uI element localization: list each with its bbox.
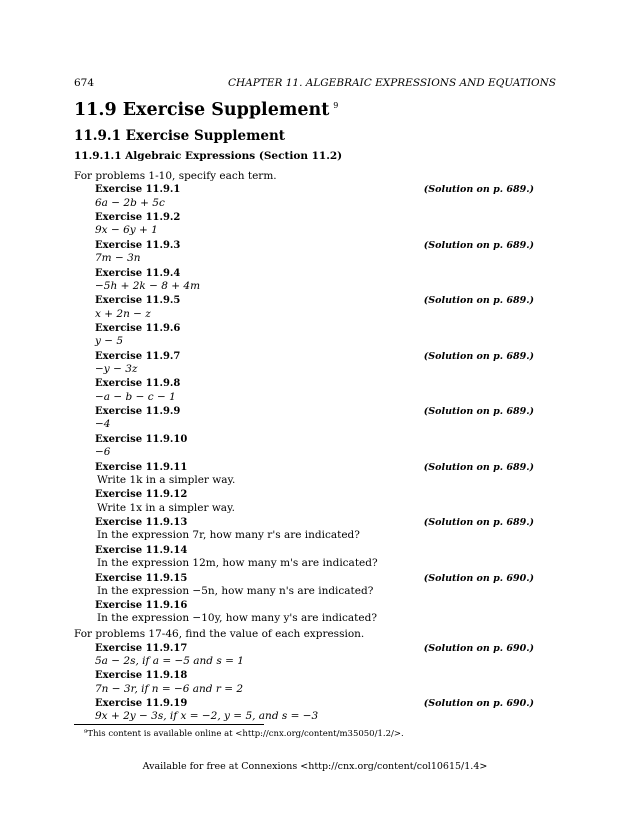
solution-link[interactable]: (Solution on p. 690.) [423, 698, 534, 709]
footnote-divider [74, 724, 264, 725]
section-heading [74, 100, 338, 120]
exercise-body: In the expression 7r, how many r's are indicated? [97, 529, 360, 541]
page-number: 674 [74, 77, 95, 89]
exercise-title: Exercise 11.9.19 [95, 698, 188, 709]
section-title: 11.9 Exercise Supplement [74, 100, 330, 120]
solution-link[interactable]: (Solution on p. 689.) [423, 351, 534, 362]
exercise-body: 9x + 2y − 3s, if x = −2, y = 5, and s = −3 [95, 710, 319, 722]
exercise-body: −y − 3z [95, 363, 138, 375]
exercise-body: 7n − 3r, if n = −6 and r = 2 [95, 683, 244, 695]
footnote-mark[interactable]: 9 [333, 101, 339, 111]
exercise-body: y − 5 [95, 335, 124, 347]
running-header [74, 77, 556, 89]
chapter-title: CHAPTER 11. ALGEBRAIC EXPRESSIONS AND EQUATIONS [227, 77, 556, 89]
exercise-body: In the expression 12m, how many m's are indicated? [97, 557, 378, 569]
solution-link[interactable]: (Solution on p. 690.) [423, 643, 534, 654]
exercise-title: Exercise 11.9.17 [95, 643, 188, 654]
solution-link[interactable]: (Solution on p. 690.) [423, 573, 534, 584]
exercise-body: −4 [95, 418, 111, 430]
subsubsection-heading: 11.9.1.1 Algebraic Expressions (Section 11.2) [74, 150, 343, 162]
exercise-body: In the expression −5n, how many n's are indicated? [97, 585, 374, 597]
exercise-title: Exercise 11.9.9 [95, 406, 181, 417]
exercise-title: Exercise 11.9.8 [95, 378, 181, 389]
exercise-title: Exercise 11.9.14 [95, 545, 188, 556]
exercise-title: Exercise 11.9.12 [95, 489, 188, 500]
problem-instructions-2: For problems 17-46, find the value of each expression. [74, 628, 365, 640]
solution-link[interactable]: (Solution on p. 689.) [423, 406, 534, 417]
exercise-body: In the expression −10y, how many y's are indicated? [97, 612, 377, 624]
solution-link[interactable]: (Solution on p. 689.) [423, 240, 534, 251]
exercise-title: Exercise 11.9.3 [95, 240, 181, 251]
problem-instructions-1: For problems 1-10, specify each term. [74, 170, 277, 182]
exercise-body: −5h + 2k − 8 + 4m [95, 280, 201, 292]
solution-link[interactable]: (Solution on p. 689.) [423, 462, 534, 473]
exercise-title: Exercise 11.9.16 [95, 600, 188, 611]
exercise-body: Write 1x in a simpler way. [97, 502, 235, 514]
exercise-title: Exercise 11.9.4 [95, 268, 181, 279]
exercise-title: Exercise 11.9.15 [95, 573, 188, 584]
exercise-title: Exercise 11.9.1 [95, 184, 181, 195]
footnote[interactable]: ⁹This content is available online at <http://cnx.org/content/m35050/1.2/>. [84, 729, 404, 739]
exercise-title: Exercise 11.9.2 [95, 212, 181, 223]
exercise-title: Exercise 11.9.18 [95, 670, 188, 681]
exercise-title: Exercise 11.9.13 [95, 517, 188, 528]
exercise-body: −6 [95, 446, 111, 458]
exercise-body: 7m − 3n [95, 252, 141, 264]
exercise-body: −a − b − c − 1 [95, 391, 176, 403]
subsection-heading: 11.9.1 Exercise Supplement [74, 128, 286, 144]
solution-link[interactable]: (Solution on p. 689.) [423, 295, 534, 306]
exercise-body: 9x − 6y + 1 [95, 224, 158, 236]
page-footer[interactable]: Available for free at Connexions <http://cnx.org/content/col10615/1.4> [142, 761, 488, 772]
exercise-body: x + 2n − z [95, 308, 151, 320]
solution-link[interactable]: (Solution on p. 689.) [423, 517, 534, 528]
exercise-body: 5a − 2s, if a = −5 and s = 1 [95, 655, 244, 667]
exercise-title: Exercise 11.9.6 [95, 323, 181, 334]
exercise-title: Exercise 11.9.11 [95, 462, 188, 473]
exercise-title: Exercise 11.9.10 [95, 434, 188, 445]
solution-link[interactable]: (Solution on p. 689.) [423, 184, 534, 195]
exercise-body: 6a − 2b + 5c [95, 197, 165, 209]
exercise-title: Exercise 11.9.5 [95, 295, 181, 306]
exercise-title: Exercise 11.9.7 [95, 351, 181, 362]
exercise-body: Write 1k in a simpler way. [97, 474, 236, 486]
